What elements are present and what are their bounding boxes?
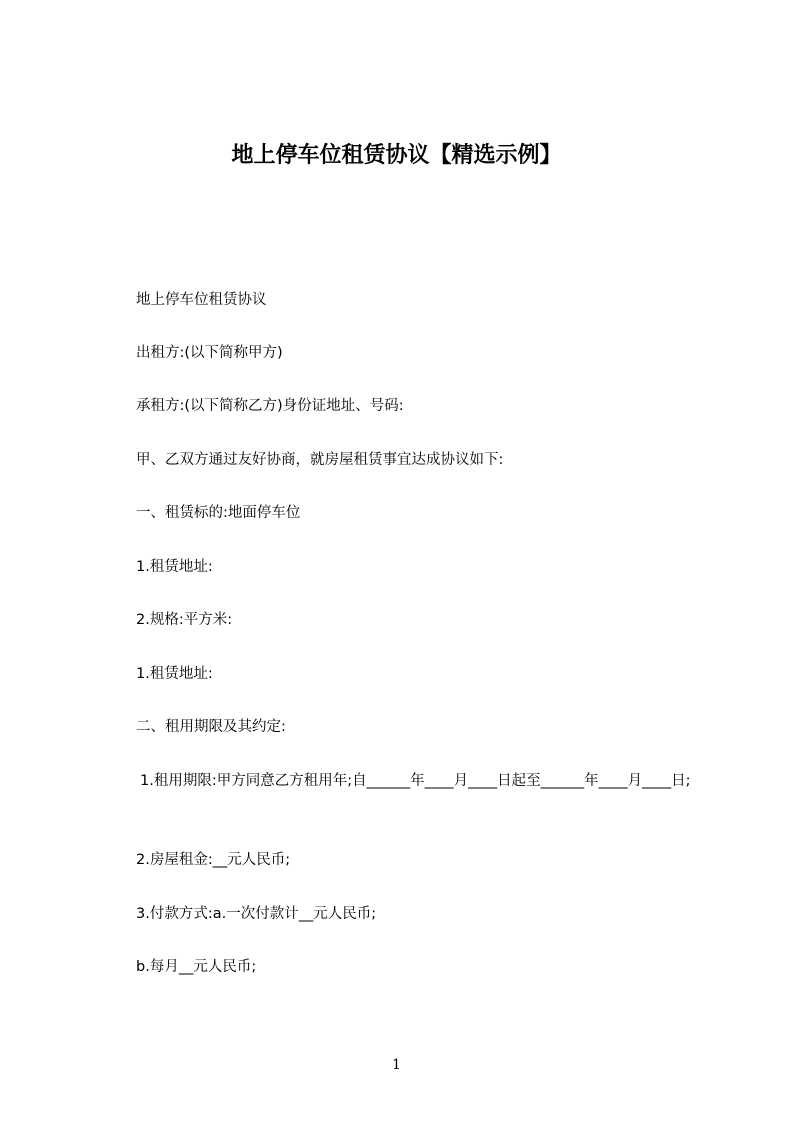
paragraph-heading: 地上停车位租赁协议: [136, 292, 267, 308]
paragraph-lease-period: 1.租用期限:甲方同意乙方租用年;自______年____月____日起至______年____月____日;: [140, 773, 691, 789]
paragraph-lessee: 承租方:(以下简称乙方)身份证地址、号码:: [136, 398, 404, 414]
paragraph-monthly-payment: b.每月__元人民币;: [136, 959, 257, 975]
paragraph-payment-method: 3.付款方式:a.一次付款计__元人民币;: [136, 906, 377, 922]
paragraph-agreement-intro: 甲、乙双方通过友好协商，就房屋租赁事宜达成协议如下:: [136, 452, 504, 468]
paragraph-lease-address-repeat: 1.租赁地址:: [136, 666, 213, 682]
paragraph-lessor: 出租方:(以下简称甲方): [136, 345, 283, 361]
section-heading-lease-subject: 一、租赁标的:地面停车位: [136, 505, 301, 521]
document-title: 地上停车位租赁协议【精选示例】: [231, 143, 562, 168]
paragraph-specification: 2.规格:平方米:: [136, 612, 233, 628]
paragraph-rent: 2.房屋租金:__元人民币;: [136, 852, 291, 868]
paragraph-lease-address: 1.租赁地址:: [136, 559, 213, 575]
page-number: 1: [392, 1057, 401, 1073]
section-heading-lease-term: 二、租用期限及其约定:: [136, 719, 286, 735]
